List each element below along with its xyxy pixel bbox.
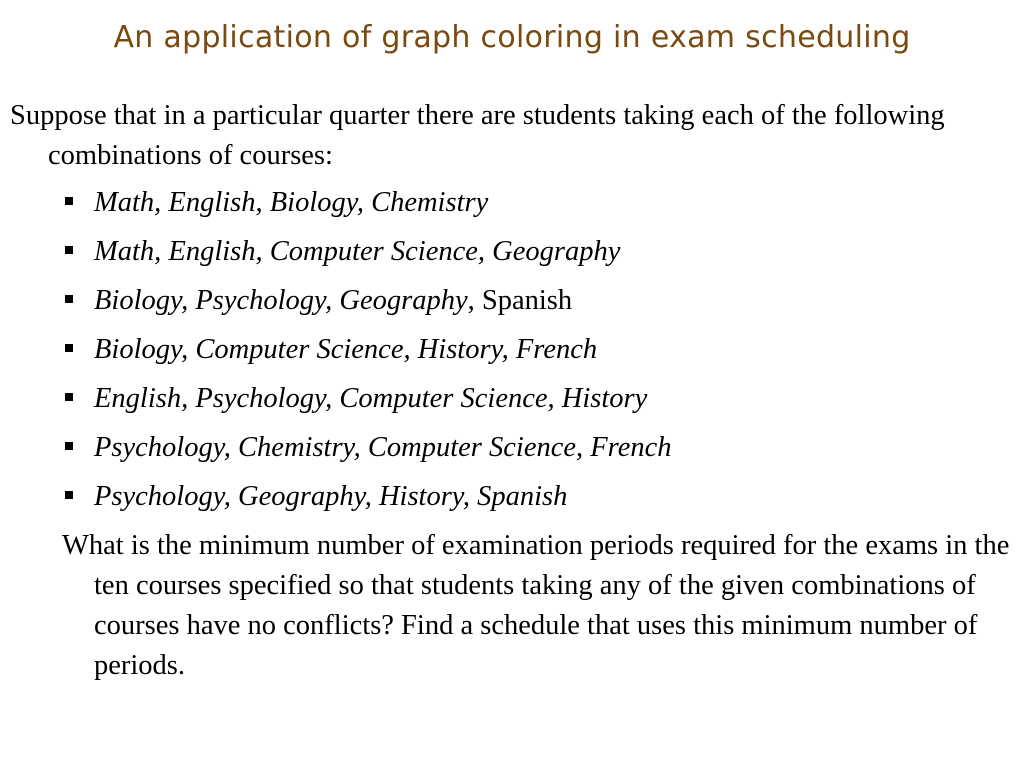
square-bullet-icon [65, 246, 73, 254]
course-combination-item [10, 330, 1010, 370]
square-bullet-icon [65, 442, 73, 450]
square-bullet-icon [65, 344, 73, 352]
course-combination-text: Math, English, Computer Science, Geography [94, 236, 621, 267]
square-bullet-icon [65, 197, 73, 205]
square-bullet-icon [65, 295, 73, 303]
slide-title: An application of graph coloring in exam scheduling [113, 20, 911, 55]
course-combination-list [10, 183, 1010, 517]
course-combination-suffix: , Spanish [467, 285, 573, 316]
course-combination-item [10, 183, 1010, 223]
course-combination-item [10, 379, 1010, 419]
course-combination-text: Psychology, Chemistry, Computer Science, French [94, 432, 672, 463]
course-combination-text: Biology, Psychology, Geography [94, 285, 468, 316]
course-combination-text: Psychology, Geography, History, Spanish [94, 481, 568, 512]
question-paragraph: What is the minimum number of examination periods required for the exams in the ten courses specified so that students taking any of the given combinations of courses have no conflicts? Find a schedule that uses this minimum number of periods. [62, 530, 1010, 681]
slide-body [10, 96, 1010, 686]
course-combination-item [10, 232, 1010, 272]
course-combination-text: Biology, Computer Science, History, French [94, 334, 598, 365]
course-combination-text: Math, English, Biology, Chemistry [94, 187, 489, 218]
square-bullet-icon [65, 491, 73, 499]
course-combination-item [10, 477, 1010, 517]
course-combination-item [10, 428, 1010, 468]
square-bullet-icon [65, 393, 73, 401]
course-combination-text: English, Psychology, Computer Science, History [94, 383, 648, 414]
course-combination-item [10, 281, 1010, 321]
intro-paragraph: Suppose that in a particular quarter there are students taking each of the following combinations of courses: [10, 100, 945, 171]
